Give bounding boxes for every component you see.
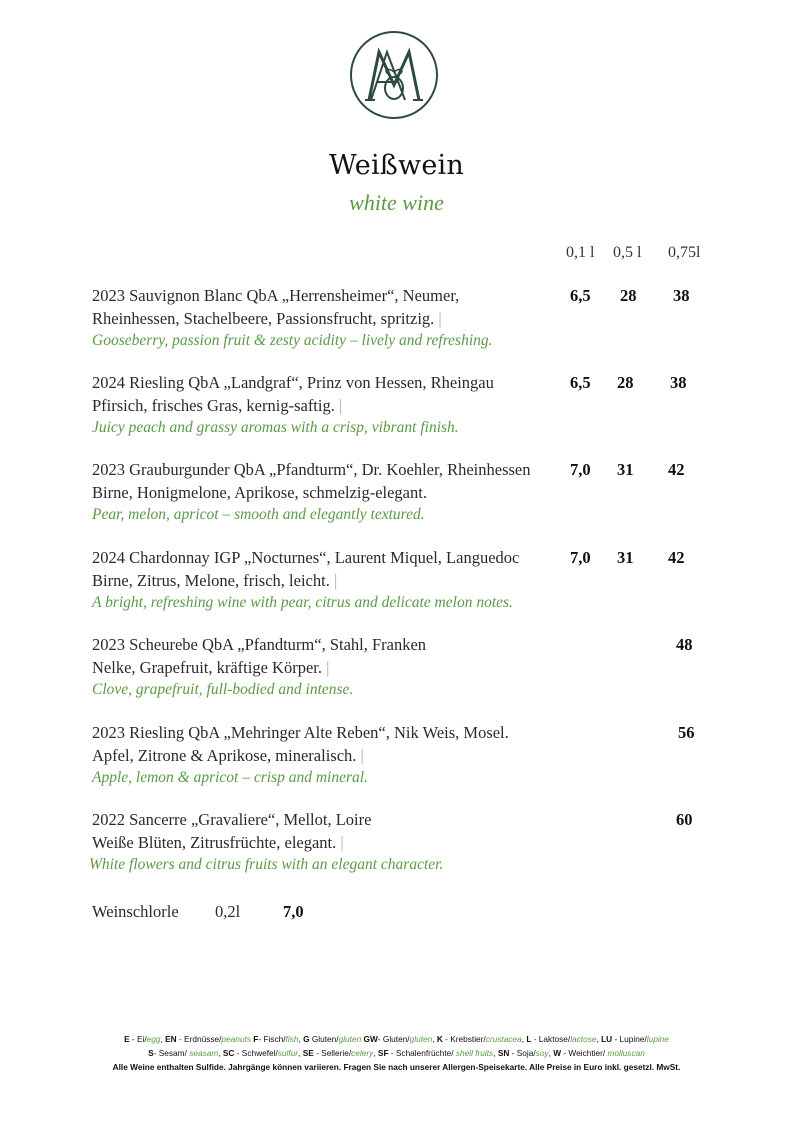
- wine-item: [89, 810, 712, 890]
- size-header-01: 0,1 l: [566, 244, 595, 261]
- wine-english: Gooseberry, passion fruit & zesty acidity – lively and refreshing.: [92, 332, 493, 349]
- wine-description: Rheinhessen, Stachelbeere, Passionsfrucht, spritzig. |: [92, 309, 442, 328]
- wine-item: [92, 286, 712, 366]
- allergen-legend-line2: S- Sesam/ seasam, SC - Schwefel/sulfur, SE - Sellerie/celery, SF - Schalenfrüchte/ shell fruits, SN - Soja/soy, W - Weichtier/ molluscan: [148, 1048, 645, 1058]
- wine-item: [92, 723, 712, 803]
- wine-english: Pear, melon, apricot – smooth and elegantly textured.: [92, 506, 425, 523]
- price-05: 28: [620, 286, 637, 305]
- monogram-logo: [349, 30, 439, 120]
- wine-name: 2023 Riesling QbA „Mehringer Alte Reben“, Nik Weis, Mosel.: [92, 723, 509, 742]
- wine-english: Juicy peach and grassy aromas with a crisp, vibrant finish.: [92, 419, 459, 436]
- price-075: 60: [676, 810, 693, 829]
- price-075: 42: [668, 548, 685, 567]
- wine-item: [92, 373, 712, 453]
- wine-item: [92, 460, 712, 540]
- wine-english: Clove, grapefruit, full-bodied and intense.: [92, 681, 354, 698]
- price-01: 6,5: [570, 373, 591, 392]
- wine-item: [92, 548, 712, 628]
- size-header-05: 0,5 l: [613, 244, 642, 261]
- wine-name: 2022 Sancerre „Gravaliere“, Mellot, Loire: [92, 810, 372, 829]
- price-05: 31: [617, 548, 634, 567]
- price-075: 56: [678, 723, 695, 742]
- wine-description: Weiße Blüten, Zitrusfrüchte, elegant. |: [92, 833, 344, 852]
- wine-name: 2024 Chardonnay IGP „Nocturnes“, Laurent Miquel, Languedoc: [92, 548, 520, 567]
- size-header-075: 0,75l: [668, 244, 701, 261]
- wine-description: Nelke, Grapefruit, kräftige Körper. |: [92, 658, 330, 677]
- wine-english: A bright, refreshing wine with pear, citrus and delicate melon notes.: [92, 594, 513, 611]
- footnote: Alle Weine enthalten Sulfide. Jahrgänge können variieren. Fragen Sie nach unserer Allergen-Speisekarte. Alle Preise in Euro inkl. gesetzl. MwSt.: [112, 1062, 681, 1072]
- wine-name: 2024 Riesling QbA „Landgraf“, Prinz von Hessen, Rheingau: [92, 373, 494, 392]
- schorle-size: 0,2l: [215, 902, 241, 921]
- wine-description: Birne, Zitrus, Melone, frisch, leicht. |: [92, 571, 338, 590]
- wine-description: Apfel, Zitrone & Aprikose, mineralisch. |: [92, 746, 364, 765]
- wine-description: Pfirsich, frisches Gras, kernig-saftig. |: [92, 396, 343, 415]
- wine-name: 2023 Grauburgunder QbA „Pfandturm“, Dr. Koehler, Rheinhessen: [92, 460, 531, 479]
- wine-item: [92, 635, 712, 715]
- page-title: Weißwein: [329, 150, 464, 181]
- page-subtitle: white wine: [349, 190, 444, 215]
- schorle-name: Weinschlorle: [92, 902, 179, 921]
- wine-english: Apple, lemon & apricot – crisp and mineral.: [92, 769, 368, 786]
- price-075: 48: [676, 635, 693, 654]
- price-01: 7,0: [570, 548, 591, 567]
- wine-name: 2023 Sauvignon Blanc QbA „Herrensheimer“, Neumer,: [92, 286, 460, 305]
- price-075: 42: [668, 460, 685, 479]
- price-075: 38: [673, 286, 690, 305]
- wine-name: 2023 Scheurebe QbA „Pfandturm“, Stahl, Franken: [92, 635, 427, 654]
- wine-description: Birne, Honigmelone, Aprikose, schmelzig-elegant.: [92, 483, 427, 502]
- price-05: 28: [617, 373, 634, 392]
- schorle-price: 7,0: [283, 902, 304, 921]
- price-075: 38: [670, 373, 687, 392]
- price-05: 31: [617, 460, 634, 479]
- allergen-legend-line1: E - Ei/egg, EN - Erdnüsse/peanuts F- Fisch/fish, G Gluten/gluten GW- Gluten/gluten, K - Krebstier/crustacea, L - Laktose/lactose, LU - Lupine/lupine: [124, 1034, 669, 1044]
- price-01: 6,5: [570, 286, 591, 305]
- price-01: 7,0: [570, 460, 591, 479]
- wine-english: White flowers and citrus fruits with an elegant character.: [89, 856, 444, 873]
